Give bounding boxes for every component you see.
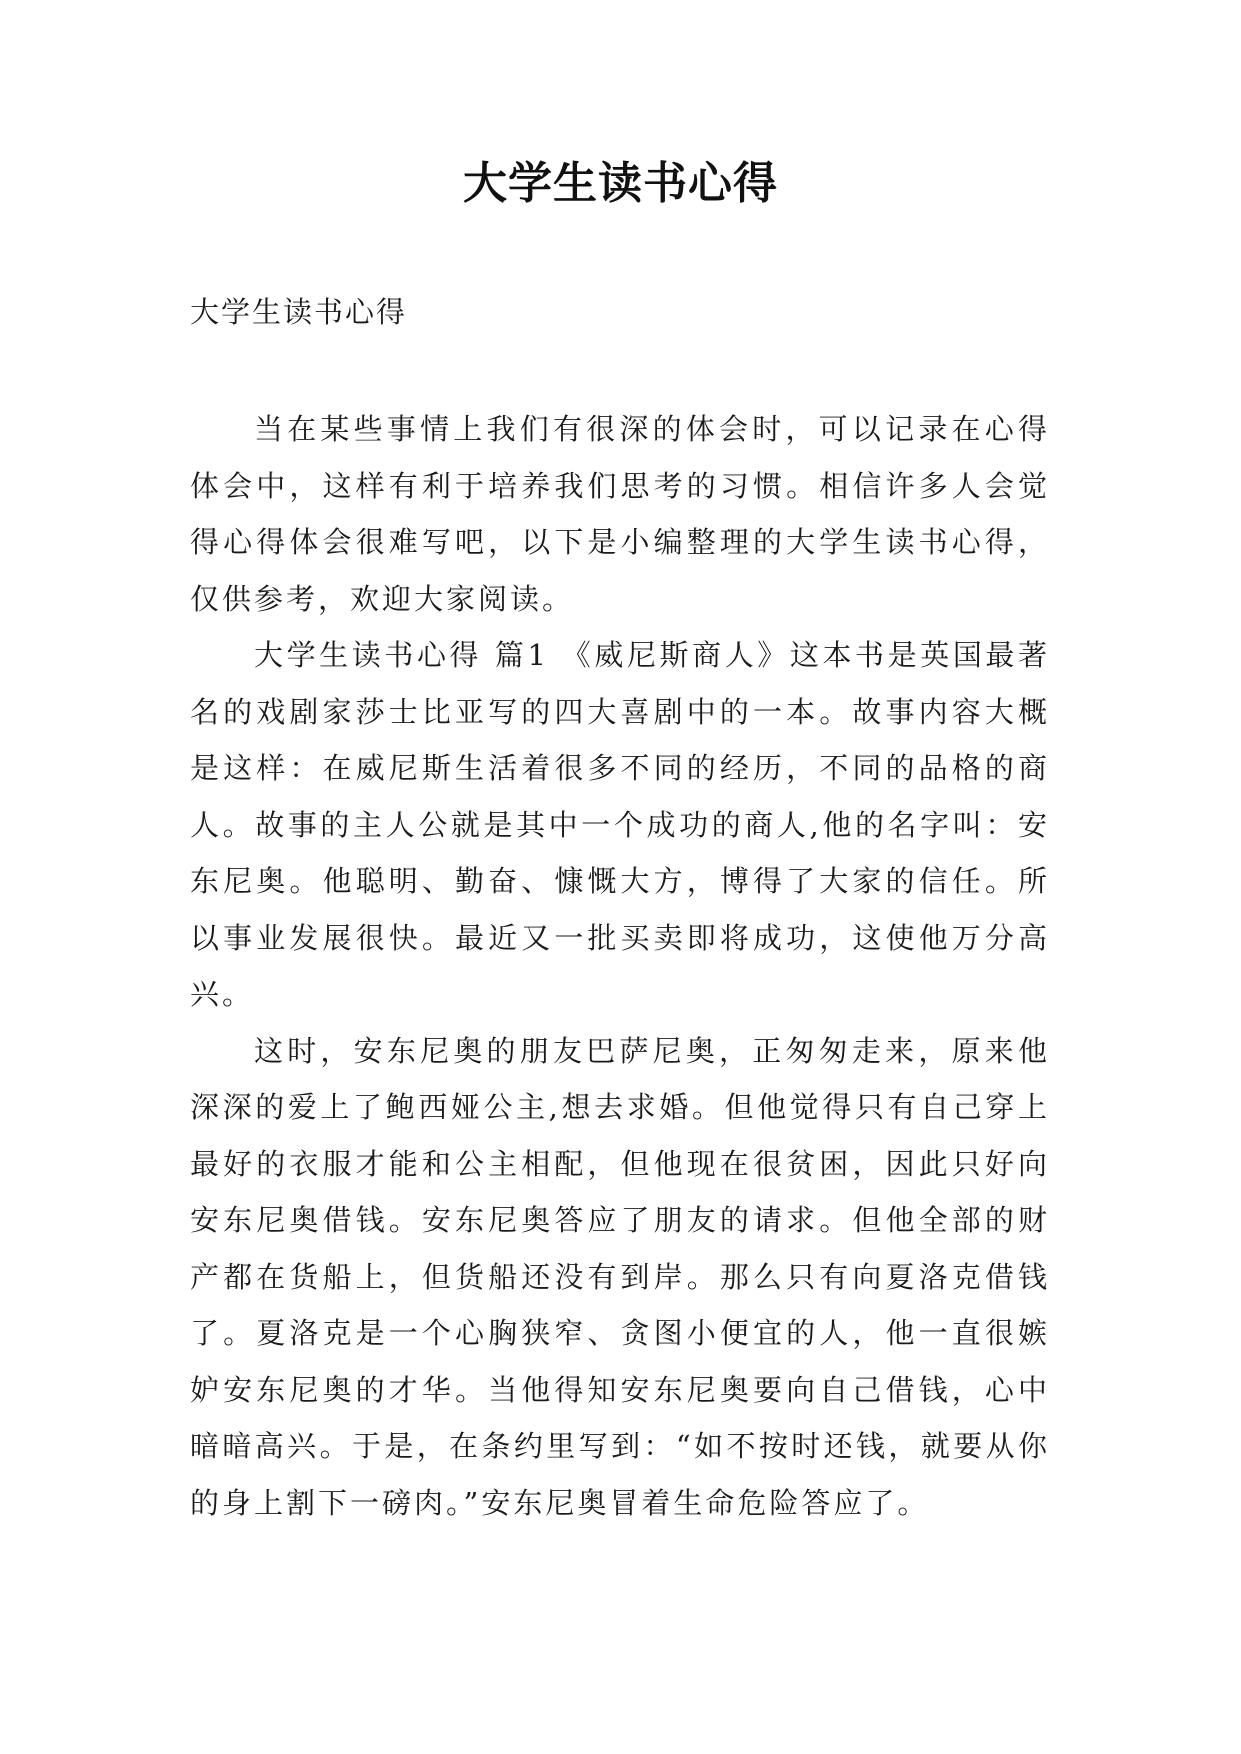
paragraph-part-1: 大学生读书心得 篇1 《威尼斯商人》这本书是英国最著名的戏剧家莎士比亚写的四大喜剧中的一本。故事内容大概是这样：在威尼斯生活着很多不同的经历，不同的品格的商人。故事的主人公就是其中一个成功的商人,他的名字叫：安东尼奥。他聪明、勤奋、慷慨大方，博得了大家的信任。所以事业发展很快。最近又一批买卖即将成功，这使他万分高兴。 <box>190 638 1050 1011</box>
document-subheading: 大学生读书心得 <box>190 295 408 329</box>
document-body <box>190 401 1050 1531</box>
paragraph-story: 这时，安东尼奥的朋友巴萨尼奥，正匆匆走来，原来他深深的爱上了鲍西娅公主,想去求婚。但他觉得只有自己穿上最好的衣服才能和公主相配，但他现在很贫困，因此只好向安东尼奥借钱。安东尼奥答应了朋友的请求。但他全部的财产都在货船上，但货船还没有到岸。那么只有向夏洛克借钱了。夏洛克是一个心胸狭窄、贪图小便宜的人，他一直很嫉妒安东尼奥的才华。当他得知安东尼奥要向自己借钱，心中暗暗高兴。于是，在条约里写到：“如不按时还钱，就要从你的身上割下一磅肉。”安东尼奥冒着生命危险答应了。 <box>190 1033 1050 1520</box>
page-title: 大学生读书心得 <box>463 158 778 209</box>
paragraph-intro: 当在某些事情上我们有很深的体会时，可以记录在心得体会中，这样有利于培养我们思考的习惯。相信许多人会觉得心得体会很难写吧，以下是小编整理的大学生读书心得，仅供参考，欢迎大家阅读。 <box>190 412 1050 616</box>
